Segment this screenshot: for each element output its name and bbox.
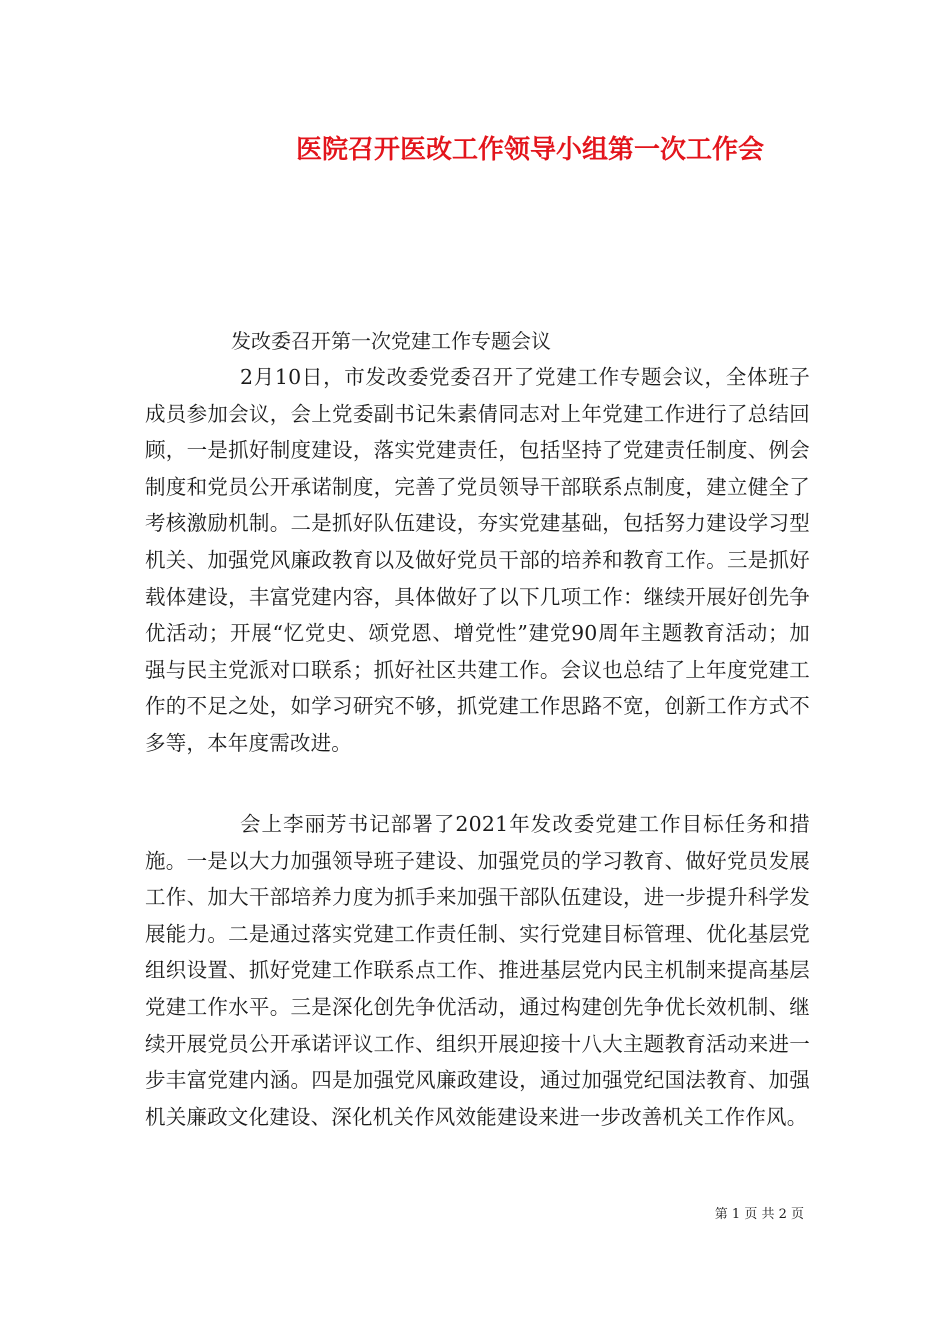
section-heading: 发改委召开第一次党建工作专题会议 — [231, 329, 551, 353]
body-paragraph-2: 会上李丽芳书记部署了2021年发改委党建工作目标任务和措施。一是以大力加强领导班子建设、加强党员的学习教育、做好党员发展工作、加大干部培养力度为抓手来加强干部队伍建设，进一步提升科学发展能力。二是通过落实党建工作责任制、实行党建目标管理、优化基层党组织设置、抓好党建工作联系点工作、推进基层党内民主机制来提高基层党建工作水平。三是深化创先争优活动，通过构建创先争优长效机制、继续开展党员公开承诺评议工作、组织开展迎接十八大主题教育活动来进一步丰富党建内涵。四是加强党风廉政建设，通过加强党纪国法教育、加强机关廉政文化建设、深化机关作风效能建设来进一步改善机关工作作风。 — [145, 812, 810, 1129]
page-title: 医院召开医改工作领导小组第一次工作会 — [296, 135, 765, 165]
body-paragraph-1: 2月10日，市发改委党委召开了党建工作专题会议，全体班子成员参加会议，会上党委副书记朱素倩同志对上年党建工作进行了总结回顾，一是抓好制度建设，落实党建责任，包括坚持了党建责任制度、例会制度和党员公开承诺制度，完善了党员领导干部联系点制度，建立健全了考核激励机制。二是抓好队伍建设，夯实党建基础，包括努力建设学习型机关、加强党风廉政教育以及做好党员干部的培养和教育工作。三是抓好载体建设，丰富党建内容，具体做好了以下几项工作：继续开展好创先争优活动；开展“忆党史、颂党恩、增党性”建党90周年主题教育活动；加强与民主党派对口联系；抓好社区共建工作。会议也总结了上年度党建工作的不足之处，如学习研究不够，抓党建工作思路不宽，创新工作方式不多等，本年度需改进。 — [145, 365, 810, 755]
page-number-footer: 第 1 页 共 2 页 — [714, 1207, 804, 1222]
